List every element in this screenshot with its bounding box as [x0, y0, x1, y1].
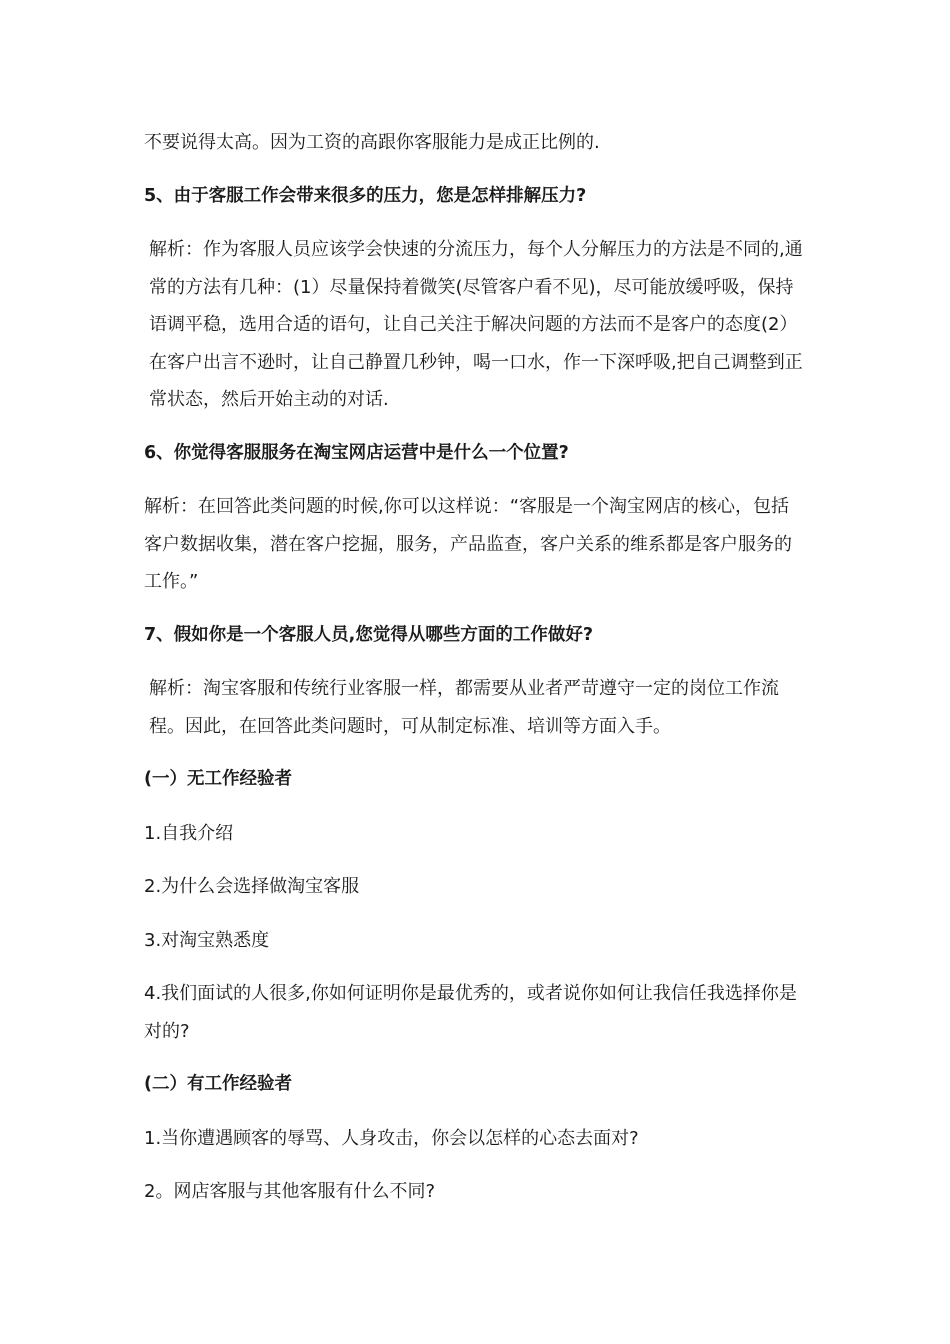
paragraph-answer-6: 解析：在回答此类问题的时候,你可以这样说：“客服是一个淘宝网店的核心，包括客户数据收集，潜在客户挖掘，服务，产品监查，客户关系的维系都是客户服务的工作。”	[144, 496, 792, 592]
list-item: 4.我们面试的人很多,你如何证明你是最优秀的，或者说你如何让我信任我选择你是对的?	[144, 983, 797, 1042]
heading-with-experience: (二）有工作经验者	[144, 1074, 292, 1094]
heading-question-7: 7、假如你是一个客服人员,您觉得从哪些方面的工作做好?	[144, 624, 593, 645]
paragraph-answer-5: 解析：作为客服人员应该学会快速的分流压力，每个人分解压力的方法是不同的,通常的方法有几种：(1）尽量保持着微笑(尽管客户看不见)，尽可能放缓呼吸，保持语调平稳，选用合适的语句，让自己关注于解决问题的方法而不是客户的态度(2）在客户出言不逊时，让自己静置几秒钟，喝一口水，作一下深呼吸,把自己调整到正常状态，然后开始主动的对话.	[149, 239, 803, 410]
list-item: 2。网店客服与其他客服有什么不同?	[144, 1181, 436, 1202]
heading-question-5: 5、由于客服工作会带来很多的压力，您是怎样排解压力?	[144, 185, 587, 206]
list-item: 2.为什么会选择做淘宝客服	[144, 876, 360, 897]
heading-no-experience: (一）无工作经验者	[144, 769, 292, 789]
heading-question-6: 6、你觉得客服服务在淘宝网店运营中是什么一个位置?	[144, 442, 569, 463]
list-item: 1.当你遭遇顾客的辱骂、人身攻击，你会以怎样的心态去面对?	[144, 1127, 639, 1149]
list-item: 1.自我介绍	[144, 822, 234, 844]
paragraph-answer-7: 解析：淘宝客服和传统行业客服一样，都需要从业者严苛遵守一定的岗位工作流程。因此，在回答此类问题时，可从制定标准、培训等方面入手。	[149, 678, 779, 737]
paragraph-salary-note: 不要说得太高。因为工资的高跟你客服能力是成正比例的.	[144, 132, 600, 153]
list-item: 3.对淘宝熟悉度	[144, 929, 270, 951]
document-page	[144, 124, 806, 1227]
